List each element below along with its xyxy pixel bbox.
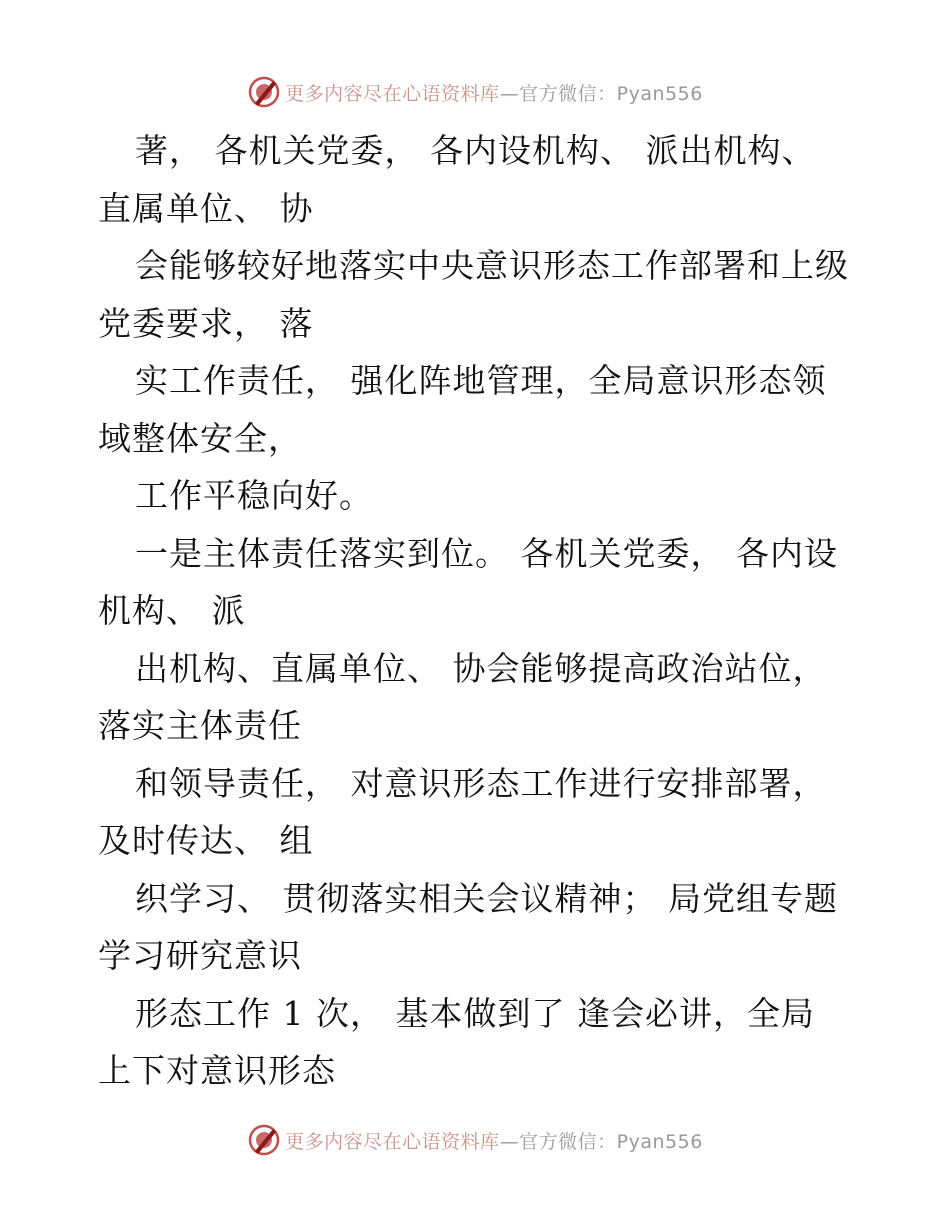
text-line: 党委要求， 落 [98, 303, 314, 343]
text-line: 学习研究意识 [98, 936, 302, 975]
pen-logo-icon [247, 75, 281, 109]
text-line: 会能够较好地落实中央意识形态工作部署和上级 [135, 246, 849, 285]
watermark-contact: —官方微信：Pyan556 [499, 1130, 703, 1153]
text-line: 著， 各机关党委， 各内设机构、 派出机构、 [135, 131, 816, 170]
footer-watermark [0, 1120, 950, 1160]
text-line: 形态工作 1 次， 基本做到了 逢会必讲，全局 [135, 993, 815, 1033]
header-watermark [0, 72, 950, 112]
text-line: 一是主体责任落实到位。 各机关党委， 各内设 [135, 533, 838, 573]
watermark-contact: —官方微信：Pyan556 [499, 82, 703, 105]
text-line: 及时传达、 组 [98, 821, 314, 860]
pen-logo-icon [247, 1123, 281, 1157]
text-line: 机构、 派 [98, 591, 246, 630]
watermark-brand: 更多内容尽在心语资料库 [285, 1130, 500, 1153]
text-line: 上下对意识形态 [98, 1051, 336, 1090]
text-line: 和领导责任， 对意识形态工作进行安排部署， [135, 763, 827, 803]
watermark-brand: 更多内容尽在心语资料库 [285, 82, 500, 105]
text-line: 工作平稳向好。 [135, 476, 373, 515]
text-line: 织学习、 贯彻落实相关会议精神； 局党组专题 [135, 878, 838, 918]
text-line: 实工作责任， 强化阵地管理，全局意识形态领 [135, 361, 827, 400]
text-line: 出机构、直属单位、 协会能够提高政治站位， [135, 648, 827, 688]
watermark-text [285, 79, 703, 106]
text-line: 域整体安全， [98, 418, 302, 458]
watermark-text [285, 1127, 703, 1154]
text-line: 直属单位、 协 [98, 188, 314, 228]
text-line: 落实主体责任 [98, 706, 302, 745]
document-body [98, 122, 878, 1100]
